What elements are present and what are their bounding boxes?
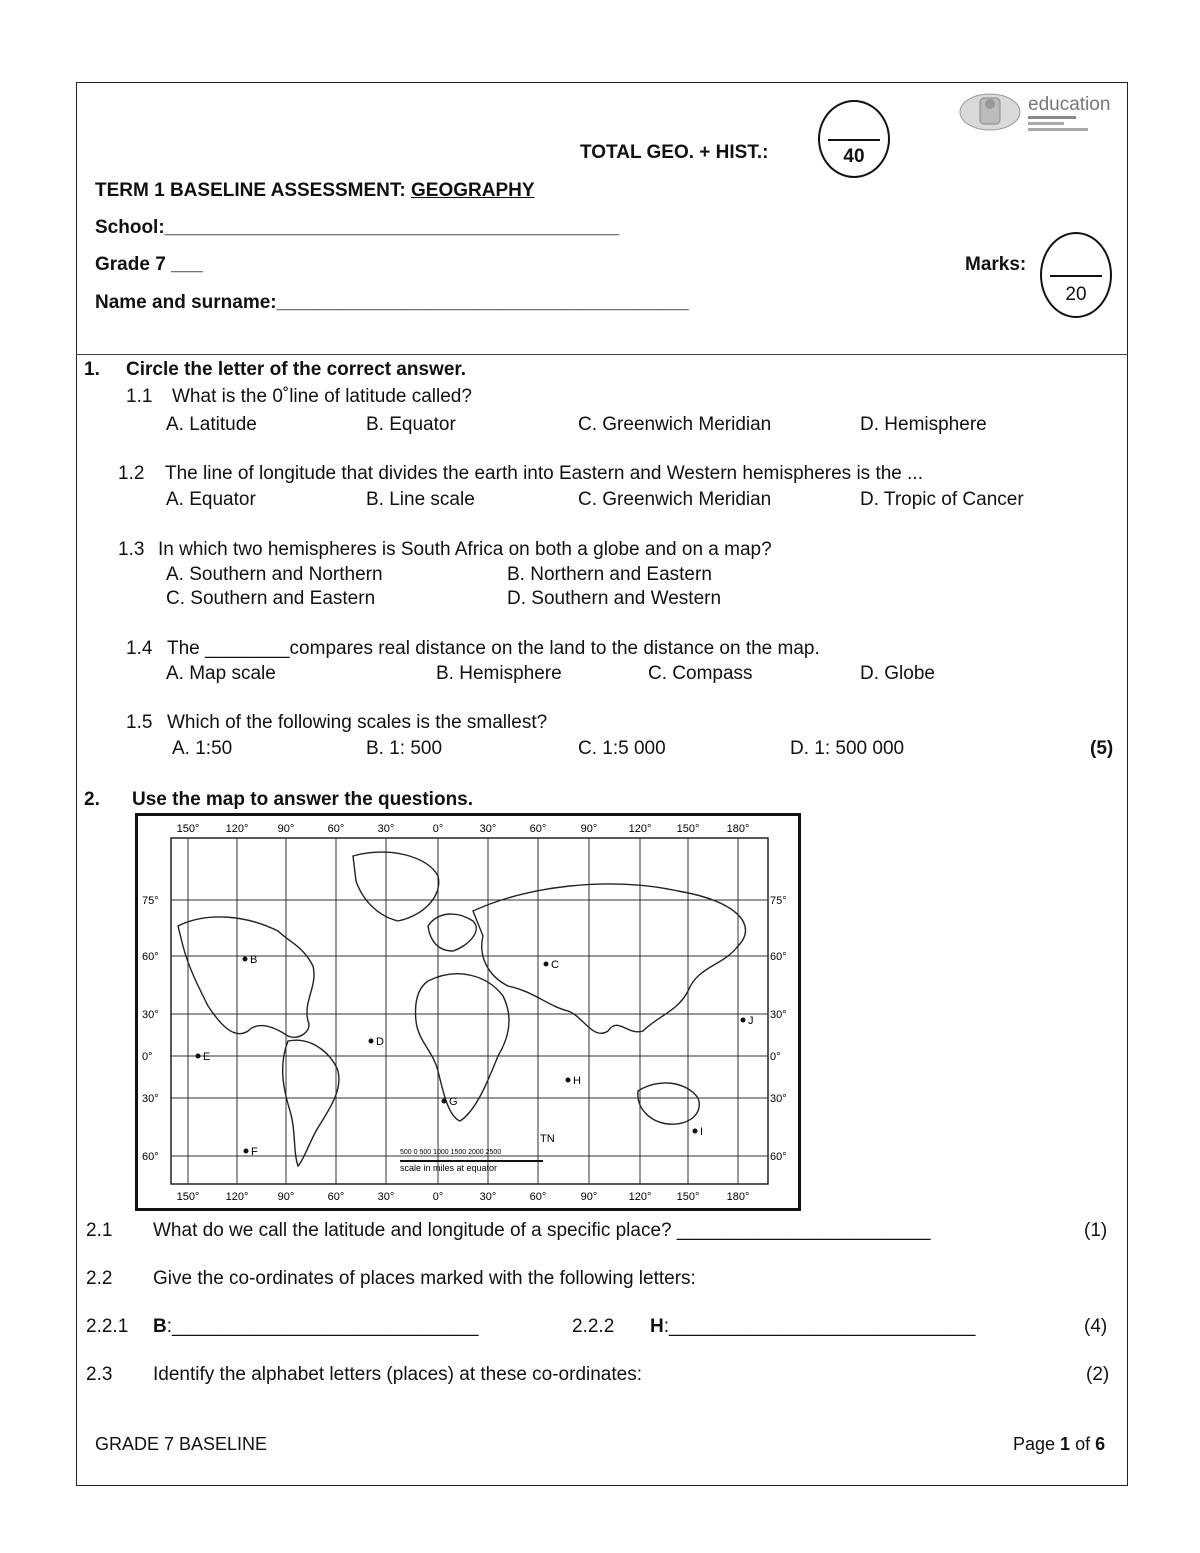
world-map-graticule — [138, 816, 798, 1208]
bottom-longitude-label: 120° — [628, 1191, 652, 1203]
education-logo — [956, 90, 1118, 140]
world-map — [135, 813, 801, 1211]
north-label: TN — [540, 1133, 555, 1145]
option[interactable]: C. 1:5 000 — [578, 738, 666, 759]
bottom-longitude-label: 120° — [225, 1191, 249, 1203]
bottom-longitude-label: 90° — [580, 1191, 598, 1203]
top-longitude-label: 60° — [327, 823, 345, 835]
option[interactable]: B. 1: 500 — [366, 738, 443, 759]
section2-number: 2. — [84, 789, 100, 810]
top-longitude-label: 180° — [726, 823, 750, 835]
section1-heading: Circle the letter of the correct answer. — [126, 359, 467, 380]
top-longitude-label: 90° — [277, 823, 295, 835]
total-out-of: 40 — [843, 146, 865, 167]
map-point-marker — [693, 1129, 698, 1134]
answer-h-field[interactable]: H:_____________________________ — [650, 1316, 976, 1337]
continent-outline — [283, 1040, 339, 1166]
option[interactable]: C. Southern and Eastern — [166, 588, 376, 609]
map-point-marker — [369, 1039, 374, 1044]
bottom-longitude-label: 60° — [327, 1191, 345, 1203]
question-number: 2.3 — [86, 1364, 113, 1385]
question-text: What do we call the latitude and longitude of a specific place? ________________________ — [153, 1220, 931, 1241]
question-marks: (1) — [1084, 1220, 1108, 1241]
continent-outline — [416, 974, 510, 1121]
map-border — [171, 838, 768, 1184]
bottom-longitude-label: 60° — [529, 1191, 547, 1203]
marks-label: Marks: — [965, 254, 1027, 275]
header-divider — [76, 354, 1128, 355]
question-number: 2.1 — [86, 1220, 113, 1241]
option[interactable]: D. Hemisphere — [860, 414, 987, 435]
logo-text: education — [1028, 94, 1111, 115]
top-longitude-label: 0° — [432, 823, 444, 835]
question-number: 2.2 — [86, 1268, 113, 1289]
bottom-longitude-label: 90° — [277, 1191, 295, 1203]
question-text: The ________compares real distance on the land to the distance on the map. — [167, 638, 820, 659]
map-point-label: G — [449, 1096, 458, 1108]
question-text: The line of longitude that divides the earth into Eastern and Western hemispheres is the ... — [165, 463, 923, 484]
left-latitude-label: 30° — [142, 1009, 159, 1021]
top-longitude-label: 120° — [225, 823, 249, 835]
top-longitude-label: 60° — [529, 823, 547, 835]
footer-left: GRADE 7 BASELINE — [95, 1434, 268, 1454]
option[interactable]: A. Southern and Northern — [166, 564, 383, 585]
scale-numbers: 500 0 500 1000 1500 2000 2500 — [400, 1149, 502, 1156]
question-text: Identify the alphabet letters (places) at these co-ordinates: — [153, 1364, 642, 1385]
map-point-marker — [244, 1149, 249, 1154]
bottom-longitude-label: 180° — [726, 1191, 750, 1203]
marks-out-of: 20 — [1065, 284, 1087, 305]
question-text: In which two hemispheres is South Africa on both a globe and on a map? — [158, 539, 772, 560]
left-latitude-label: 60° — [142, 951, 159, 963]
map-point-label: J — [748, 1015, 754, 1027]
top-longitude-label: 150° — [676, 823, 700, 835]
right-latitude-label: 0° — [770, 1051, 781, 1063]
map-point-label: B — [250, 954, 258, 966]
question-marks: (4) — [1084, 1316, 1108, 1337]
option[interactable]: D. Globe — [860, 663, 935, 684]
bottom-longitude-label: 30° — [377, 1191, 395, 1203]
map-point-marker — [544, 962, 549, 967]
question-number: 1.1 — [126, 386, 153, 407]
name-field[interactable]: Name and surname:_______________________________________ — [95, 292, 689, 313]
page-indicator: Page 1 of 6 — [1013, 1434, 1106, 1454]
map-point-label: H — [573, 1075, 581, 1087]
question-number: 1.5 — [126, 712, 153, 733]
map-point-label: D — [376, 1036, 384, 1048]
left-latitude-label: 0° — [142, 1051, 153, 1063]
map-point-marker — [442, 1099, 447, 1104]
question-text: What is the 0˚line of latitude called? — [172, 386, 472, 407]
school-field[interactable]: School:___________________________________________ — [95, 217, 620, 238]
map-point-marker — [741, 1018, 746, 1023]
section1-number: 1. — [84, 359, 100, 380]
total-score-circle — [818, 100, 890, 178]
total-label: TOTAL GEO. + HIST.: — [580, 142, 769, 163]
bottom-longitude-label: 0° — [432, 1191, 444, 1203]
grade-field[interactable]: Grade 7 ___ — [95, 254, 203, 275]
option[interactable]: C. Compass — [648, 663, 753, 684]
section1-marks: (5) — [1090, 738, 1114, 759]
page-title: TERM 1 BASELINE ASSESSMENT: GEOGRAPHY — [95, 180, 535, 201]
answer-b-field[interactable]: B:_____________________________ — [153, 1316, 479, 1337]
option[interactable]: C. Greenwich Meridian — [578, 489, 772, 510]
option[interactable]: B. Equator — [366, 414, 456, 435]
option[interactable]: C. Greenwich Meridian — [578, 414, 772, 435]
section2-heading: Use the map to answer the questions. — [132, 789, 474, 810]
option[interactable]: B. Line scale — [366, 489, 475, 510]
question-text: Which of the following scales is the smallest? — [167, 712, 548, 733]
map-point-label: I — [700, 1126, 704, 1138]
option[interactable]: A. Latitude — [166, 414, 257, 435]
question-number: 2.2.1 — [86, 1316, 129, 1337]
scale-caption: scale in miles at equator — [400, 1163, 498, 1173]
continent-outline — [473, 884, 746, 1033]
continent-outline — [353, 852, 439, 921]
continent-outline — [428, 914, 476, 951]
top-longitude-label: 30° — [479, 823, 497, 835]
question-text: Give the co-ordinates of places marked with the following letters: — [153, 1268, 696, 1289]
left-latitude-label: 30° — [142, 1093, 159, 1105]
question-number: 1.4 — [126, 638, 153, 659]
right-latitude-label: 60° — [770, 951, 787, 963]
right-latitude-label: 30° — [770, 1009, 787, 1021]
bottom-longitude-label: 150° — [676, 1191, 700, 1203]
marks-score-circle — [1040, 232, 1112, 318]
map-point-marker — [566, 1078, 571, 1083]
option[interactable]: A. Equator — [166, 489, 256, 510]
option[interactable]: D. Tropic of Cancer — [860, 489, 1024, 510]
top-longitude-label: 30° — [377, 823, 395, 835]
option[interactable]: A. Map scale — [166, 663, 276, 684]
continent-outline — [178, 917, 314, 1037]
left-latitude-label: 60° — [142, 1151, 159, 1163]
question-number: 1.2 — [118, 463, 145, 484]
bottom-longitude-label: 30° — [479, 1191, 497, 1203]
map-point-marker — [243, 957, 248, 962]
title-subject: GEOGRAPHY — [411, 180, 535, 201]
continent-outline — [638, 1083, 699, 1124]
top-longitude-label: 150° — [176, 823, 200, 835]
right-latitude-label: 75° — [770, 895, 787, 907]
left-latitude-label: 75° — [142, 895, 159, 907]
map-point-marker — [196, 1054, 201, 1059]
option[interactable]: D. Southern and Western — [507, 588, 722, 609]
right-latitude-label: 60° — [770, 1151, 787, 1163]
map-point-label: C — [551, 959, 559, 971]
question-number: 2.2.2 — [572, 1316, 615, 1337]
bottom-longitude-label: 150° — [176, 1191, 200, 1203]
top-longitude-label: 120° — [628, 823, 652, 835]
question-number: 1.3 — [118, 539, 145, 560]
option[interactable]: B. Hemisphere — [436, 663, 562, 684]
top-longitude-label: 90° — [580, 823, 598, 835]
map-point-label: F — [251, 1146, 258, 1158]
option[interactable]: D. 1: 500 000 — [790, 738, 905, 759]
option[interactable]: B. Northern and Eastern — [507, 564, 712, 585]
question-marks: (2) — [1086, 1364, 1110, 1385]
map-point-label: E — [203, 1051, 211, 1063]
option[interactable]: A. 1:50 — [172, 738, 233, 759]
right-latitude-label: 30° — [770, 1093, 787, 1105]
